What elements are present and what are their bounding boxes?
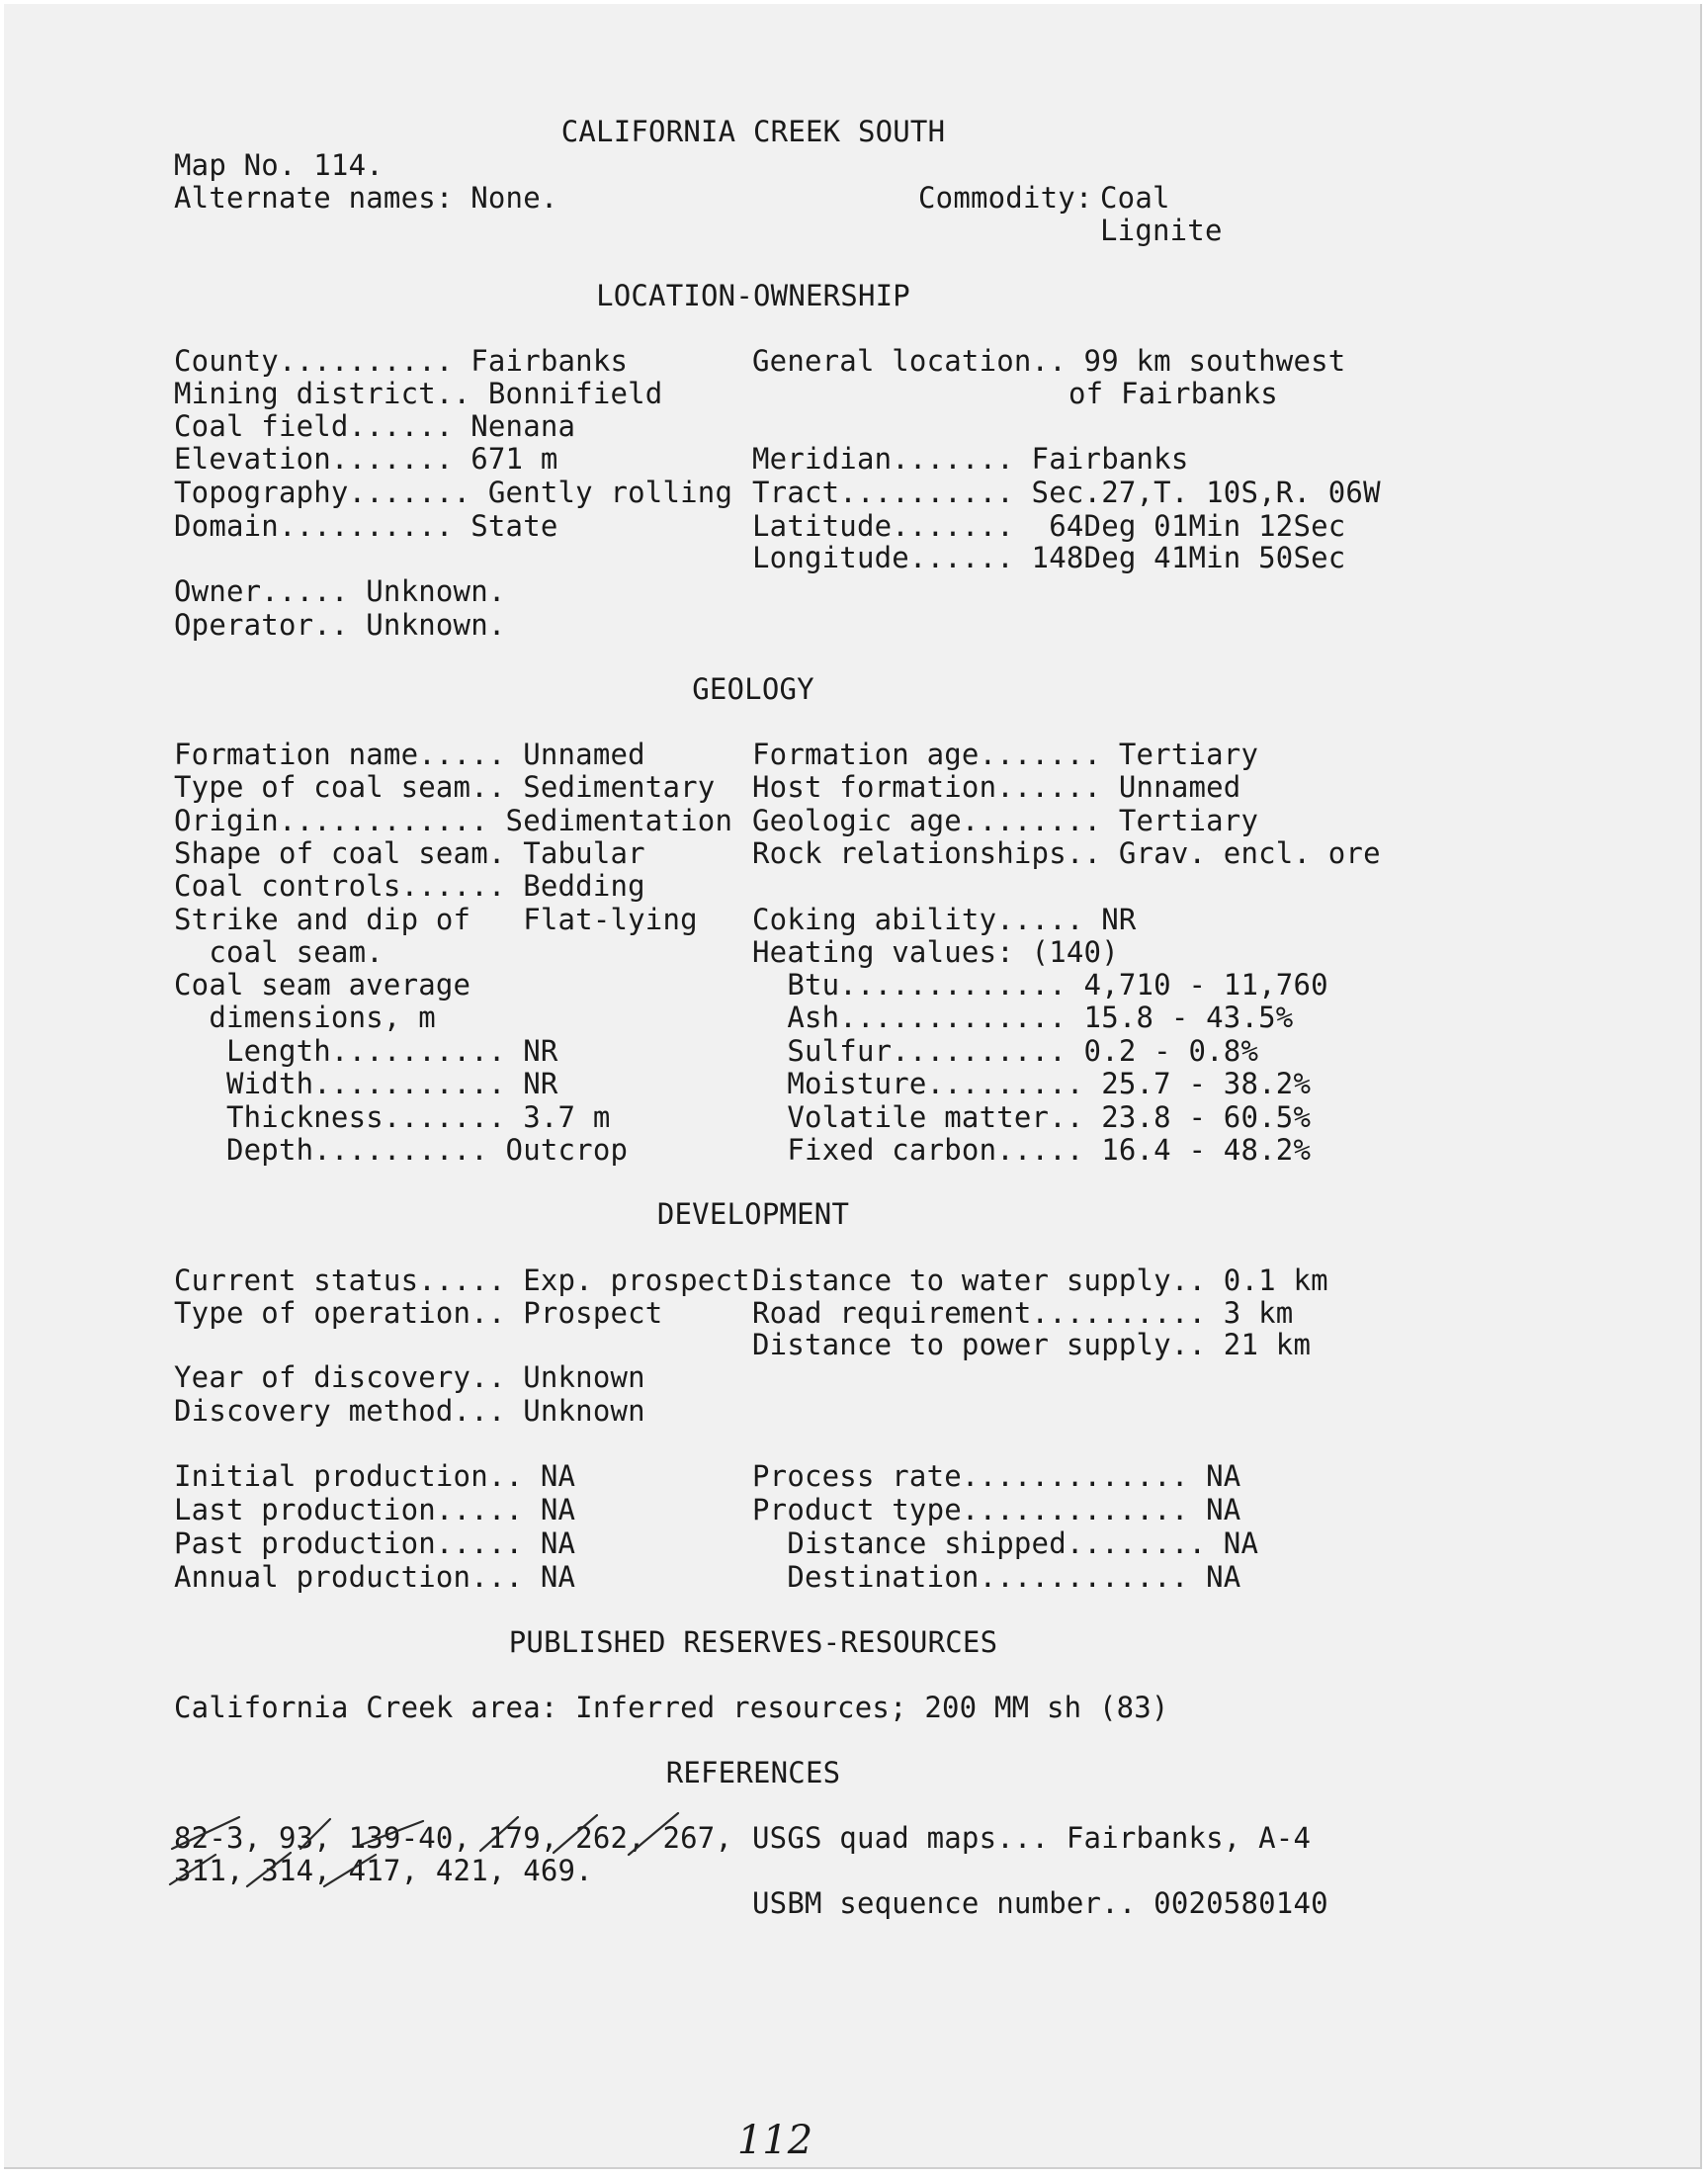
geology-row: Coal seam average — [174, 968, 471, 1002]
geology-row: Geologic age........ Tertiary — [752, 804, 1259, 837]
geology-row: dimensions, m — [174, 1001, 436, 1034]
elevation-row: Elevation....... 671 m — [174, 442, 558, 476]
strike-mark — [480, 1817, 518, 1851]
development-row: Discovery method... Unknown — [174, 1394, 645, 1428]
county-row: County.......... Fairbanks — [174, 344, 629, 378]
map-number: Map No. 114. — [174, 148, 384, 182]
production-row: Product type............. NA — [752, 1493, 1241, 1526]
geology-row: Formation age....... Tertiary — [752, 738, 1259, 771]
production-row: Initial production.. NA — [174, 1459, 576, 1493]
geology-row: Moisture......... 25.7 - 38.2% — [752, 1067, 1312, 1100]
production-row: Process rate............. NA — [752, 1459, 1241, 1493]
geology-heading: GEOLOGY — [692, 672, 814, 706]
development-row: Year of discovery.. Unknown — [174, 1360, 645, 1394]
longitude-row: Longitude...... 148Deg 41Min 50Sec — [752, 541, 1346, 574]
strike-mark — [247, 1853, 291, 1886]
location-heading: LOCATION-OWNERSHIP — [596, 279, 910, 312]
references-list-line-1: 82-3, 93, 139-40, 179, 262, 267, — [174, 1821, 733, 1855]
geology-row: coal seam. — [174, 935, 384, 969]
development-row: Type of operation.. Prospect — [174, 1296, 663, 1330]
geology-row: Sulfur.......... 0.2 - 0.8% — [752, 1034, 1259, 1068]
topography-row: Topography....... Gently rolling — [174, 476, 733, 509]
references-heading: REFERENCES — [665, 1756, 841, 1789]
geology-row: Length.......... NR — [174, 1034, 558, 1068]
geology-row: Origin............ Sedimentation — [174, 804, 733, 837]
geology-row: Width........... NR — [174, 1067, 558, 1100]
owner-row: Owner..... Unknown. — [174, 574, 506, 608]
geology-row: Btu............. 4,710 - 11,760 — [752, 968, 1328, 1002]
meridian-row: Meridian....... Fairbanks — [752, 442, 1189, 476]
production-row: Destination............ NA — [752, 1560, 1241, 1594]
strike-mark — [300, 1819, 330, 1849]
geology-row: Host formation...... Unnamed — [752, 770, 1241, 804]
references-list-line-2: 311, 314, 417, 421, 469. — [174, 1854, 593, 1887]
operator-row: Operator.. Unknown. — [174, 608, 506, 642]
strike-mark — [629, 1813, 678, 1855]
reserves-text: California Creek area: Inferred resources; 200 MM sh (83) — [174, 1691, 1169, 1724]
tract-row: Tract.......... Sec.27,T. 10S,R. 06W — [752, 476, 1381, 509]
geology-row: Strike and dip of Flat-lying — [174, 903, 698, 936]
strike-mark — [356, 1821, 423, 1847]
development-row: Distance to water supply.. 0.1 km — [752, 1264, 1328, 1297]
geology-row: Ash............. 15.8 - 43.5% — [752, 1001, 1294, 1034]
strike-mark — [554, 1815, 597, 1853]
page-title: CALIFORNIA CREEK SOUTH — [560, 115, 946, 148]
document-page — [4, 4, 1702, 2169]
commodity-coal: Coal — [1100, 181, 1170, 215]
development-row: Current status..... Exp. prospect — [174, 1264, 750, 1297]
production-row: Last production..... NA — [174, 1493, 576, 1526]
general-location-row: General location.. 99 km southwest — [752, 344, 1346, 378]
strike-mark — [170, 1855, 215, 1884]
geology-row: Coking ability..... NR — [752, 903, 1137, 936]
commodity-label: Commodity: — [918, 181, 1093, 215]
geology-row: Formation name..... Unnamed — [174, 738, 645, 771]
domain-row: Domain.......... State — [174, 509, 558, 543]
geology-row: Coal controls...... Bedding — [174, 869, 645, 903]
mining-district-row: Mining district.. Bonnifield — [174, 377, 663, 410]
general-location-cont: of Fairbanks — [1068, 377, 1278, 410]
development-row: Road requirement.......... 3 km — [752, 1296, 1294, 1330]
strike-mark — [172, 1817, 239, 1849]
geology-row: Fixed carbon..... 16.4 - 48.2% — [752, 1133, 1312, 1167]
geology-row: Thickness....... 3.7 m — [174, 1100, 611, 1134]
usbm-sequence-number: USBM sequence number.. 0020580140 — [752, 1886, 1328, 1920]
coal-field-row: Coal field...... Nenana — [174, 409, 576, 443]
production-row: Distance shipped........ NA — [752, 1526, 1259, 1560]
geology-row: Type of coal seam.. Sedimentary — [174, 770, 716, 804]
alternate-names: Alternate names: None. — [174, 181, 558, 215]
commodity-lignite: Lignite — [1100, 214, 1223, 247]
production-row: Annual production... NA — [174, 1560, 576, 1594]
page-number: 112 — [736, 2118, 813, 2163]
geology-row: Depth.......... Outcrop — [174, 1133, 629, 1167]
geology-row: Rock relationships.. Grav. encl. ore — [752, 836, 1381, 870]
strike-mark — [324, 1855, 376, 1886]
reserves-heading: PUBLISHED RESERVES-RESOURCES — [508, 1625, 998, 1659]
production-row: Past production..... NA — [174, 1526, 576, 1560]
geology-row: Volatile matter.. 23.8 - 60.5% — [752, 1100, 1312, 1134]
handwritten-strike-marks — [4, 4, 1700, 2167]
development-row: Distance to power supply.. 21 km — [752, 1328, 1312, 1361]
geology-row: Heating values: (140) — [752, 935, 1119, 969]
latitude-row: Latitude....... 64Deg 01Min 12Sec — [752, 509, 1346, 543]
development-heading: DEVELOPMENT — [656, 1197, 850, 1231]
geology-row: Shape of coal seam. Tabular — [174, 836, 645, 870]
usgs-quad-maps: USGS quad maps... Fairbanks, A-4 — [752, 1821, 1312, 1855]
